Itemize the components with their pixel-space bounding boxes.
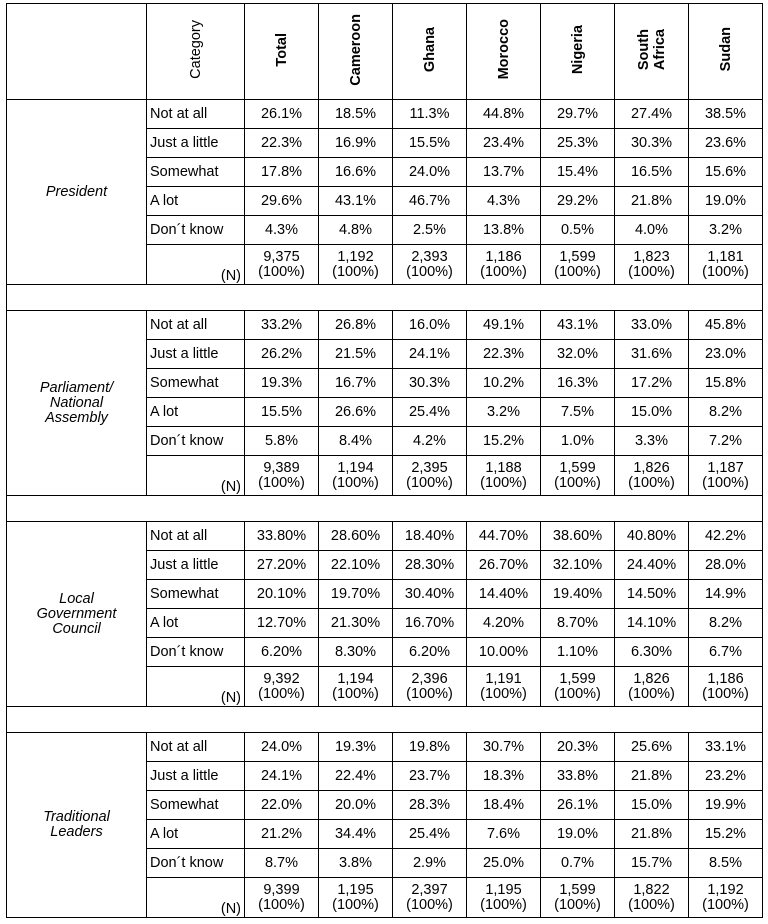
value-cell: 19.3% <box>245 369 319 398</box>
value-cell: 21.5% <box>319 340 393 369</box>
table-row <box>7 311 763 340</box>
value-cell: 25.4% <box>393 398 467 427</box>
value-cell: 14.9% <box>689 580 763 609</box>
value-cell: 5.8% <box>245 427 319 456</box>
value-cell: 16.5% <box>615 158 689 187</box>
category-label: A lot <box>147 398 245 427</box>
value-cell: 45.8% <box>689 311 763 340</box>
value-cell: 46.7% <box>393 187 467 216</box>
category-label: Not at all <box>147 733 245 762</box>
spacer-row <box>7 285 763 311</box>
value-cell: 4.0% <box>615 216 689 245</box>
n-value-cell: 1,191 (100%) <box>467 667 541 707</box>
value-cell: 25.6% <box>615 733 689 762</box>
n-value-cell: 1,599 (100%) <box>541 667 615 707</box>
n-value-cell: 9,399 (100%) <box>245 878 319 918</box>
category-label: Somewhat <box>147 580 245 609</box>
n-label: (N) <box>147 667 245 707</box>
value-cell: 38.5% <box>689 100 763 129</box>
value-cell: 1.10% <box>541 638 615 667</box>
spacer-cell <box>7 707 763 733</box>
value-cell: 23.2% <box>689 762 763 791</box>
n-value-cell: 1,194 (100%) <box>319 456 393 496</box>
header-cameroon: Cameroon <box>319 4 393 100</box>
value-cell: 14.10% <box>615 609 689 638</box>
value-cell: 17.8% <box>245 158 319 187</box>
value-cell: 38.60% <box>541 522 615 551</box>
value-cell: 25.3% <box>541 129 615 158</box>
value-cell: 4.3% <box>245 216 319 245</box>
value-cell: 27.20% <box>245 551 319 580</box>
n-value-cell: 1,181 (100%) <box>689 245 763 285</box>
value-cell: 8.30% <box>319 638 393 667</box>
value-cell: 6.20% <box>393 638 467 667</box>
value-cell: 17.2% <box>615 369 689 398</box>
header-corner <box>7 4 147 100</box>
value-cell: 14.40% <box>467 580 541 609</box>
n-label: (N) <box>147 456 245 496</box>
category-label: A lot <box>147 609 245 638</box>
n-value-cell: 1,186 (100%) <box>689 667 763 707</box>
value-cell: 6.7% <box>689 638 763 667</box>
value-cell: 6.20% <box>245 638 319 667</box>
value-cell: 26.6% <box>319 398 393 427</box>
n-value-cell: 2,397 (100%) <box>393 878 467 918</box>
value-cell: 16.0% <box>393 311 467 340</box>
category-label: Just a little <box>147 762 245 791</box>
value-cell: 15.2% <box>689 820 763 849</box>
value-cell: 3.8% <box>319 849 393 878</box>
value-cell: 29.6% <box>245 187 319 216</box>
value-cell: 4.2% <box>393 427 467 456</box>
value-cell: 26.70% <box>467 551 541 580</box>
value-cell: 28.3% <box>393 791 467 820</box>
value-cell: 19.8% <box>393 733 467 762</box>
category-label: A lot <box>147 187 245 216</box>
value-cell: 49.1% <box>467 311 541 340</box>
category-label: Not at all <box>147 311 245 340</box>
value-cell: 28.60% <box>319 522 393 551</box>
group-label-local-government-council: Local Government Council <box>7 522 147 707</box>
value-cell: 8.2% <box>689 609 763 638</box>
value-cell: 15.5% <box>245 398 319 427</box>
value-cell: 23.0% <box>689 340 763 369</box>
n-value-cell: 9,389 (100%) <box>245 456 319 496</box>
n-value-cell: 1,192 (100%) <box>319 245 393 285</box>
value-cell: 42.2% <box>689 522 763 551</box>
value-cell: 29.2% <box>541 187 615 216</box>
n-value-cell: 2,395 (100%) <box>393 456 467 496</box>
n-value-cell: 1,195 (100%) <box>467 878 541 918</box>
value-cell: 8.70% <box>541 609 615 638</box>
value-cell: 4.3% <box>467 187 541 216</box>
value-cell: 28.0% <box>689 551 763 580</box>
value-cell: 31.6% <box>615 340 689 369</box>
value-cell: 4.20% <box>467 609 541 638</box>
value-cell: 8.2% <box>689 398 763 427</box>
value-cell: 15.7% <box>615 849 689 878</box>
n-value-cell: 1,187 (100%) <box>689 456 763 496</box>
value-cell: 21.30% <box>319 609 393 638</box>
value-cell: 6.30% <box>615 638 689 667</box>
value-cell: 30.7% <box>467 733 541 762</box>
value-cell: 21.8% <box>615 762 689 791</box>
value-cell: 2.9% <box>393 849 467 878</box>
value-cell: 24.1% <box>393 340 467 369</box>
value-cell: 20.3% <box>541 733 615 762</box>
value-cell: 19.0% <box>541 820 615 849</box>
value-cell: 44.8% <box>467 100 541 129</box>
n-value-cell: 1,822 (100%) <box>615 878 689 918</box>
category-label: Not at all <box>147 522 245 551</box>
value-cell: 16.9% <box>319 129 393 158</box>
value-cell: 4.8% <box>319 216 393 245</box>
value-cell: 10.2% <box>467 369 541 398</box>
n-value-cell: 1,823 (100%) <box>615 245 689 285</box>
value-cell: 24.1% <box>245 762 319 791</box>
n-value-cell: 1,194 (100%) <box>319 667 393 707</box>
group-label-parliament-national-assembly: Parliament/ National Assembly <box>7 311 147 496</box>
category-label: Somewhat <box>147 791 245 820</box>
value-cell: 13.7% <box>467 158 541 187</box>
value-cell: 19.3% <box>319 733 393 762</box>
value-cell: 29.7% <box>541 100 615 129</box>
value-cell: 10.00% <box>467 638 541 667</box>
value-cell: 26.1% <box>245 100 319 129</box>
value-cell: 16.70% <box>393 609 467 638</box>
value-cell: 15.4% <box>541 158 615 187</box>
spacer-cell <box>7 496 763 522</box>
value-cell: 19.0% <box>689 187 763 216</box>
value-cell: 0.7% <box>541 849 615 878</box>
value-cell: 33.2% <box>245 311 319 340</box>
value-cell: 25.4% <box>393 820 467 849</box>
table-row <box>7 100 763 129</box>
group-label-traditional-leaders: Traditional Leaders <box>7 733 147 918</box>
value-cell: 24.0% <box>393 158 467 187</box>
value-cell: 16.7% <box>319 369 393 398</box>
value-cell: 30.40% <box>393 580 467 609</box>
value-cell: 28.30% <box>393 551 467 580</box>
category-label: Don´t know <box>147 427 245 456</box>
value-cell: 27.4% <box>615 100 689 129</box>
value-cell: 13.8% <box>467 216 541 245</box>
category-label: Somewhat <box>147 158 245 187</box>
value-cell: 24.0% <box>245 733 319 762</box>
value-cell: 8.7% <box>245 849 319 878</box>
value-cell: 44.70% <box>467 522 541 551</box>
value-cell: 12.70% <box>245 609 319 638</box>
value-cell: 18.4% <box>467 791 541 820</box>
spacer-cell <box>7 285 763 311</box>
header-row <box>7 4 763 100</box>
n-value-cell: 1,826 (100%) <box>615 456 689 496</box>
value-cell: 22.0% <box>245 791 319 820</box>
n-label: (N) <box>147 878 245 918</box>
value-cell: 40.80% <box>615 522 689 551</box>
value-cell: 18.3% <box>467 762 541 791</box>
value-cell: 18.5% <box>319 100 393 129</box>
value-cell: 18.40% <box>393 522 467 551</box>
n-value-cell: 1,599 (100%) <box>541 456 615 496</box>
n-value-cell: 9,392 (100%) <box>245 667 319 707</box>
category-label: Not at all <box>147 100 245 129</box>
value-cell: 21.8% <box>615 187 689 216</box>
category-label: Just a little <box>147 340 245 369</box>
value-cell: 8.4% <box>319 427 393 456</box>
value-cell: 3.2% <box>689 216 763 245</box>
n-value-cell: 1,192 (100%) <box>689 878 763 918</box>
value-cell: 21.2% <box>245 820 319 849</box>
n-value-cell: 9,375 (100%) <box>245 245 319 285</box>
n-value-cell: 1,599 (100%) <box>541 245 615 285</box>
value-cell: 33.1% <box>689 733 763 762</box>
value-cell: 15.0% <box>615 791 689 820</box>
n-value-cell: 2,396 (100%) <box>393 667 467 707</box>
category-label: Don´t know <box>147 638 245 667</box>
value-cell: 19.40% <box>541 580 615 609</box>
n-value-cell: 1,195 (100%) <box>319 878 393 918</box>
value-cell: 15.8% <box>689 369 763 398</box>
value-cell: 0.5% <box>541 216 615 245</box>
value-cell: 23.6% <box>689 129 763 158</box>
value-cell: 30.3% <box>615 129 689 158</box>
value-cell: 33.8% <box>541 762 615 791</box>
value-cell: 43.1% <box>541 311 615 340</box>
group-label-president: President <box>7 100 147 285</box>
value-cell: 15.6% <box>689 158 763 187</box>
category-label: Just a little <box>147 551 245 580</box>
table-row <box>7 733 763 762</box>
category-label: Don´t know <box>147 216 245 245</box>
n-value-cell: 2,393 (100%) <box>393 245 467 285</box>
value-cell: 7.6% <box>467 820 541 849</box>
header-south-africa: South Africa <box>615 4 689 100</box>
category-label: Somewhat <box>147 369 245 398</box>
value-cell: 21.8% <box>615 820 689 849</box>
value-cell: 2.5% <box>393 216 467 245</box>
value-cell: 26.1% <box>541 791 615 820</box>
value-cell: 32.0% <box>541 340 615 369</box>
value-cell: 22.4% <box>319 762 393 791</box>
trust-table <box>6 3 763 918</box>
header-morocco: Morocco <box>467 4 541 100</box>
value-cell: 30.3% <box>393 369 467 398</box>
value-cell: 26.2% <box>245 340 319 369</box>
n-label: (N) <box>147 245 245 285</box>
value-cell: 22.10% <box>319 551 393 580</box>
value-cell: 16.3% <box>541 369 615 398</box>
value-cell: 11.3% <box>393 100 467 129</box>
value-cell: 22.3% <box>245 129 319 158</box>
spacer-row <box>7 707 763 733</box>
n-value-cell: 1,599 (100%) <box>541 878 615 918</box>
value-cell: 23.7% <box>393 762 467 791</box>
header-category: Category <box>147 4 245 100</box>
value-cell: 20.0% <box>319 791 393 820</box>
value-cell: 15.2% <box>467 427 541 456</box>
value-cell: 22.3% <box>467 340 541 369</box>
category-label: A lot <box>147 820 245 849</box>
value-cell: 7.5% <box>541 398 615 427</box>
value-cell: 14.50% <box>615 580 689 609</box>
value-cell: 19.9% <box>689 791 763 820</box>
value-cell: 23.4% <box>467 129 541 158</box>
spacer-row <box>7 496 763 522</box>
value-cell: 1.0% <box>541 427 615 456</box>
header-nigeria: Nigeria <box>541 4 615 100</box>
value-cell: 16.6% <box>319 158 393 187</box>
value-cell: 33.80% <box>245 522 319 551</box>
value-cell: 15.5% <box>393 129 467 158</box>
value-cell: 32.10% <box>541 551 615 580</box>
header-ghana: Ghana <box>393 4 467 100</box>
table-row <box>7 522 763 551</box>
value-cell: 26.8% <box>319 311 393 340</box>
value-cell: 19.70% <box>319 580 393 609</box>
n-value-cell: 1,186 (100%) <box>467 245 541 285</box>
value-cell: 3.2% <box>467 398 541 427</box>
header-total: Total <box>245 4 319 100</box>
value-cell: 8.5% <box>689 849 763 878</box>
category-label: Don´t know <box>147 849 245 878</box>
n-value-cell: 1,826 (100%) <box>615 667 689 707</box>
value-cell: 24.40% <box>615 551 689 580</box>
value-cell: 20.10% <box>245 580 319 609</box>
value-cell: 43.1% <box>319 187 393 216</box>
category-label: Just a little <box>147 129 245 158</box>
value-cell: 34.4% <box>319 820 393 849</box>
value-cell: 33.0% <box>615 311 689 340</box>
n-value-cell: 1,188 (100%) <box>467 456 541 496</box>
value-cell: 7.2% <box>689 427 763 456</box>
value-cell: 15.0% <box>615 398 689 427</box>
value-cell: 25.0% <box>467 849 541 878</box>
value-cell: 3.3% <box>615 427 689 456</box>
header-sudan: Sudan <box>689 4 763 100</box>
